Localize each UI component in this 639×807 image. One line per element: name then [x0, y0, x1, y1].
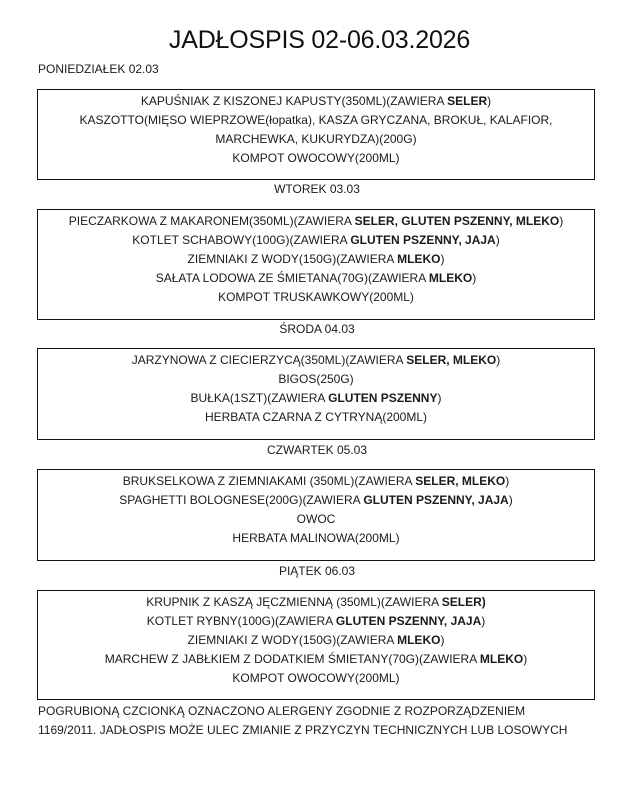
menu-item	[38, 288, 594, 307]
menu-item	[38, 351, 594, 370]
dish-text: )	[559, 214, 564, 228]
allergen-text: MLEKO	[397, 633, 441, 647]
dish-text: MARCHEW Z JABŁKIEM Z DODATKIEM ŚMIETANY(70G)(ZAWIERA	[104, 652, 480, 666]
dish-text: KASZOTTO(MIĘSO WIEPRZOWE(łopatka), KASZA GRYCZANA, BROKUŁ, KALAFIOR,	[79, 113, 553, 127]
dish-text: BRUKSELKOWA Z ZIEMNIAKAMI (350ML)(ZAWIERA	[122, 474, 416, 488]
day-label-wednesday: ŚRODA 04.03	[279, 322, 355, 336]
menu-box-monday	[37, 89, 595, 180]
menu-item	[38, 650, 594, 669]
dish-text: ZIEMNIAKI Z WODY(150G)(ZAWIERA	[187, 633, 398, 647]
menu-item	[38, 529, 594, 548]
dish-text: )	[440, 633, 445, 647]
menu-item	[38, 491, 594, 510]
menu-item	[38, 269, 594, 288]
allergen-text: SELER, GLUTEN PSZENNY, MLEKO	[354, 214, 560, 228]
dish-text: SPAGHETTI BOLOGNESE(200G)(ZAWIERA	[119, 493, 364, 507]
dish-text: ZIEMNIAKI Z WODY(150G)(ZAWIERA	[187, 252, 398, 266]
dish-text: )	[496, 353, 501, 367]
dish-text: )	[487, 94, 492, 108]
dish-text: BUŁKA(1SZT)(ZAWIERA	[190, 391, 329, 405]
allergen-text: GLUTEN PSZENNY, JAJA	[350, 233, 496, 247]
dish-text: )	[495, 233, 500, 247]
allergen-text: MLEKO	[428, 271, 473, 285]
day-label-tuesday: WTOREK 03.03	[274, 182, 360, 196]
allergen-text: GLUTEN PSZENNY	[328, 391, 438, 405]
menu-box-thursday	[37, 469, 595, 561]
dish-text: KOTLET RYBNY(100G)(ZAWIERA	[146, 614, 336, 628]
dish-text: )	[440, 252, 445, 266]
allergen-note-line-1: POGRUBIONĄ CZCIONKĄ OZNACZONO ALERGENY ZGODNIE Z ROZPORZĄDZENIEM	[38, 704, 526, 718]
allergen-text: SELER	[447, 94, 488, 108]
dish-text: HERBATA MALINOWA(200ML)	[232, 531, 400, 545]
dish-text: )	[505, 474, 510, 488]
dish-text: KOMPOT TRUSKAWKOWY(200ML)	[218, 290, 414, 304]
dish-text: KRUPNIK Z KASZĄ JĘCZMIENNĄ (350ML)(ZAWIERA	[146, 595, 442, 609]
menu-item	[38, 212, 594, 231]
dish-text: KOMPOT OWOCOWY(200ML)	[232, 151, 400, 165]
menu-box-friday	[37, 590, 595, 700]
menu-item	[38, 130, 594, 149]
day-label-thursday: CZWARTEK 05.03	[266, 443, 368, 457]
dish-text: KOTLET SCHABOWY(100G)(ZAWIERA	[132, 233, 351, 247]
menu-item	[38, 472, 594, 491]
menu-item	[38, 510, 594, 529]
day-label-monday: PONIEDZIAŁEK 02.03	[38, 62, 159, 76]
dish-text: )	[481, 614, 486, 628]
allergen-text: GLUTEN PSZENNY, JAJA	[363, 493, 509, 507]
menu-box-tuesday	[37, 209, 595, 320]
menu-item	[38, 631, 594, 650]
menu-item	[38, 389, 594, 408]
allergen-text: GLUTEN PSZENNY, JAJA	[335, 614, 482, 628]
menu-item	[38, 612, 594, 631]
allergen-note	[38, 702, 567, 740]
dish-text: MARCHEWKA, KUKURYDZA)(200G)	[215, 132, 417, 146]
page-title: JADŁOSPIS 02-06.03.2026	[168, 26, 471, 54]
allergen-text: SELER, MLEKO	[415, 474, 506, 488]
dish-text: )	[437, 391, 442, 405]
allergen-text: MLEKO	[479, 652, 524, 666]
allergen-text: SELER)	[441, 595, 486, 609]
dish-text: SAŁATA LODOWA ZE ŚMIETANA(70G)(ZAWIERA	[155, 271, 429, 285]
dish-text: JARZYNOWA Z CIECIERZYCĄ(350ML)(ZAWIERA	[131, 353, 407, 367]
menu-item	[38, 92, 594, 111]
dish-text: PIECZARKOWA Z MAKARONEM(350ML)(ZAWIERA	[68, 214, 355, 228]
menu-item	[38, 231, 594, 250]
dish-text: )	[523, 652, 528, 666]
dish-text: )	[472, 271, 477, 285]
dish-text: HERBATA CZARNA Z CYTRYNĄ(200ML)	[204, 410, 428, 424]
menu-item	[38, 370, 594, 389]
dish-text: KAPUŚNIAK Z KISZONEJ KAPUSTY(350ML)(ZAWIERA	[140, 94, 448, 108]
menu-item	[38, 111, 594, 130]
dish-text: )	[508, 493, 513, 507]
dish-text: OWOC	[296, 512, 336, 526]
dish-text: BIGOS(250G)	[278, 372, 354, 386]
menu-item	[38, 149, 594, 168]
menu-item	[38, 408, 594, 427]
allergen-text: SELER, MLEKO	[406, 353, 497, 367]
menu-item	[38, 593, 594, 612]
menu-item	[38, 669, 594, 688]
menu-box-wednesday	[37, 348, 595, 440]
dish-text: KOMPOT OWOCOWY(200ML)	[232, 671, 400, 685]
allergen-text: MLEKO	[397, 252, 441, 266]
day-label-friday: PIĄTEK 06.03	[278, 564, 356, 578]
menu-item	[38, 250, 594, 269]
allergen-note-line-2: 1169/2011. JADŁOSPIS MOŻE ULEC ZMIANIE Z PRZYCZYN TECHNICZNYCH LUB LOSOWYCH	[38, 723, 568, 737]
